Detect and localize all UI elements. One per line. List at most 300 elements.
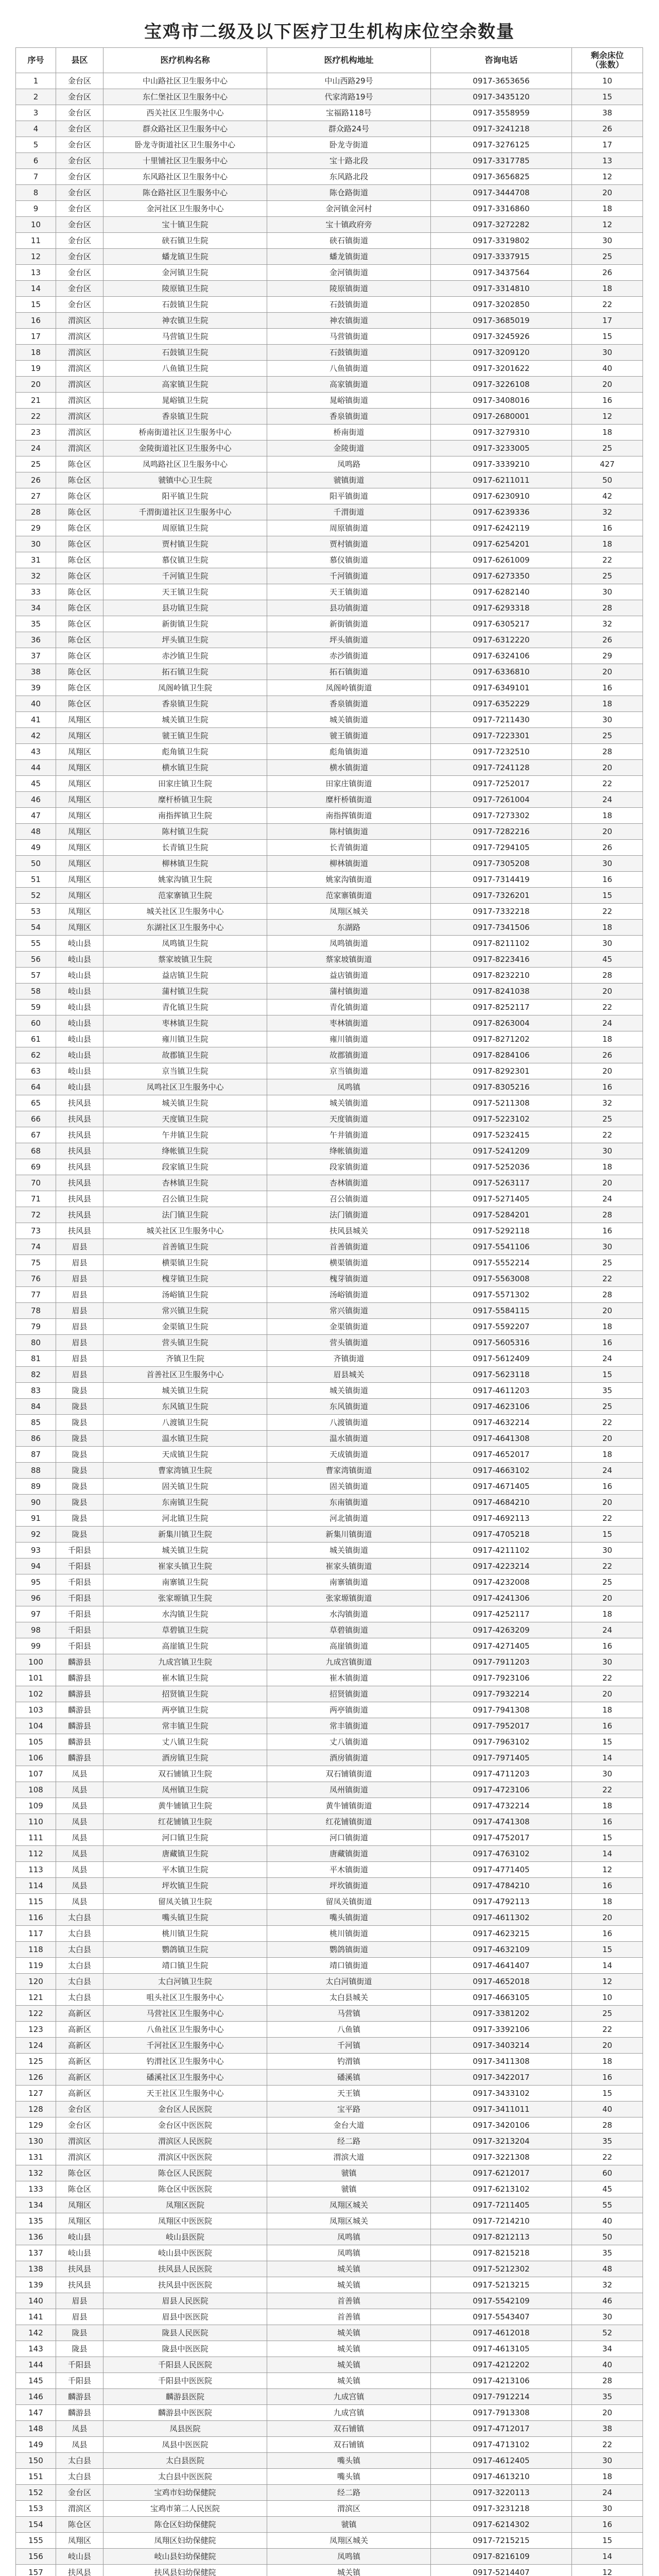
cell-district: 凤翔区 — [56, 856, 103, 872]
cell-district: 凤县 — [56, 1766, 103, 1782]
cell-phone: 0917-4611302 — [431, 1910, 572, 1926]
cell-index: 28 — [16, 504, 56, 520]
cell-phone: 0917-3272282 — [431, 217, 572, 233]
cell-index: 53 — [16, 904, 56, 920]
table-row — [16, 744, 643, 760]
table-row — [16, 904, 643, 920]
table-row — [16, 1399, 643, 1415]
cell-remaining-beds: 30 — [572, 584, 643, 600]
cell-institution-address: 桃川镇街道 — [267, 1926, 431, 1942]
cell-institution-name: 千河镇卫生院 — [103, 568, 267, 584]
cell-phone: 0917-3420106 — [431, 2117, 572, 2133]
cell-remaining-beds: 20 — [572, 2405, 643, 2421]
cell-remaining-beds: 16 — [572, 1926, 643, 1942]
cell-institution-address: 召公镇街道 — [267, 1191, 431, 1207]
cell-institution-address: 嘴头镇 — [267, 2453, 431, 2469]
table-row — [16, 233, 643, 249]
cell-institution-name: 红花铺镇卫生院 — [103, 1814, 267, 1830]
cell-district: 扶风县 — [56, 2277, 103, 2293]
cell-remaining-beds: 10 — [572, 73, 643, 89]
cell-institution-name: 凤翔区妇幼保健院 — [103, 2533, 267, 2549]
cell-index: 52 — [16, 888, 56, 904]
cell-district: 凤县 — [56, 1894, 103, 1910]
cell-institution-address: 凤鸣镇 — [267, 2229, 431, 2245]
cell-remaining-beds: 22 — [572, 1127, 643, 1143]
cell-district: 千阳县 — [56, 1638, 103, 1654]
cell-institution-name: 温水镇卫生院 — [103, 1431, 267, 1447]
table-row — [16, 1303, 643, 1319]
cell-remaining-beds: 12 — [572, 217, 643, 233]
cell-index: 51 — [16, 872, 56, 888]
cell-phone: 0917-5223102 — [431, 1111, 572, 1127]
cell-phone: 0917-4212202 — [431, 2357, 572, 2373]
cell-district: 岐山县 — [56, 1015, 103, 1031]
cell-index: 118 — [16, 1942, 56, 1958]
table-row — [16, 1287, 643, 1303]
cell-remaining-beds: 30 — [572, 712, 643, 728]
table-row — [16, 1463, 643, 1479]
table-row — [16, 185, 643, 201]
cell-district: 眉县 — [56, 2309, 103, 2325]
cell-index: 153 — [16, 2501, 56, 2517]
cell-index: 12 — [16, 249, 56, 265]
table-row — [16, 840, 643, 856]
table-row — [16, 121, 643, 137]
cell-district: 陈仓区 — [56, 616, 103, 632]
table-row — [16, 1367, 643, 1383]
cell-institution-name: 陈村镇卫生院 — [103, 824, 267, 840]
cell-district: 凤县 — [56, 2421, 103, 2437]
cell-institution-address: 城关镇街道 — [267, 1383, 431, 1399]
cell-institution-name: 麟游县医院 — [103, 2389, 267, 2405]
cell-remaining-beds: 28 — [572, 600, 643, 616]
cell-index: 36 — [16, 632, 56, 648]
table-row — [16, 680, 643, 696]
cell-institution-address: 虢镇 — [267, 2165, 431, 2181]
table-row — [16, 1702, 643, 1718]
cell-index: 137 — [16, 2245, 56, 2261]
cell-institution-name: 金河社区卫生服务中心 — [103, 201, 267, 217]
cell-index: 13 — [16, 265, 56, 281]
cell-remaining-beds: 38 — [572, 2421, 643, 2437]
table-row — [16, 999, 643, 1015]
cell-institution-name: 太白县中医医院 — [103, 2469, 267, 2485]
cell-phone: 0917-8211102 — [431, 936, 572, 952]
cell-remaining-beds: 25 — [572, 440, 643, 456]
table-row — [16, 968, 643, 984]
cell-district: 凤县 — [56, 1798, 103, 1814]
cell-phone: 0917-7232510 — [431, 744, 572, 760]
cell-district: 高新区 — [56, 2038, 103, 2054]
table-row — [16, 2517, 643, 2533]
cell-index: 112 — [16, 1846, 56, 1862]
cell-institution-address: 凤阁岭镇街道 — [267, 680, 431, 696]
cell-phone: 0917-7211405 — [431, 2197, 572, 2213]
cell-index: 120 — [16, 1974, 56, 1990]
cell-district: 渭滨区 — [56, 425, 103, 440]
cell-institution-address: 太白县城关 — [267, 1990, 431, 2006]
header-district: 县区 — [56, 48, 103, 73]
cell-institution-name: 曹家湾镇卫生院 — [103, 1463, 267, 1479]
table-row — [16, 2181, 643, 2197]
cell-phone: 0917-4752017 — [431, 1830, 572, 1846]
cell-remaining-beds: 15 — [572, 1367, 643, 1383]
cell-district: 陇县 — [56, 1511, 103, 1527]
cell-institution-address: 草碧镇街道 — [267, 1622, 431, 1638]
cell-phone: 0917-5263117 — [431, 1175, 572, 1191]
cell-remaining-beds: 427 — [572, 456, 643, 472]
cell-institution-name: 九成宫镇卫生院 — [103, 1654, 267, 1670]
cell-index: 87 — [16, 1447, 56, 1463]
cell-district: 凤县 — [56, 1862, 103, 1878]
cell-phone: 0917-5284201 — [431, 1207, 572, 1223]
cell-index: 74 — [16, 1239, 56, 1255]
cell-remaining-beds: 10 — [572, 1990, 643, 2006]
cell-institution-address: 千河镇街道 — [267, 568, 431, 584]
cell-district: 眉县 — [56, 1303, 103, 1319]
cell-district: 岐山县 — [56, 2549, 103, 2565]
cell-index: 17 — [16, 329, 56, 345]
cell-phone: 0917-4252117 — [431, 1606, 572, 1622]
cell-phone: 0917-4271405 — [431, 1638, 572, 1654]
table-row — [16, 1974, 643, 1990]
cell-remaining-beds: 18 — [572, 1798, 643, 1814]
cell-institution-name: 高家镇卫生院 — [103, 377, 267, 393]
cell-institution-name: 太白县医院 — [103, 2453, 267, 2469]
table-row — [16, 1942, 643, 1958]
cell-index: 123 — [16, 2022, 56, 2038]
cell-phone: 0917-4263209 — [431, 1622, 572, 1638]
cell-institution-address: 贾村镇街道 — [267, 536, 431, 552]
table-row — [16, 1670, 643, 1686]
cell-institution-name: 彪角镇卫生院 — [103, 744, 267, 760]
cell-remaining-beds: 32 — [572, 504, 643, 520]
cell-institution-address: 渭滨大道 — [267, 2149, 431, 2165]
cell-phone: 0917-8232210 — [431, 968, 572, 984]
table-row — [16, 1479, 643, 1495]
cell-district: 凤翔区 — [56, 808, 103, 824]
cell-institution-name: 赤沙镇卫生院 — [103, 648, 267, 664]
cell-index: 63 — [16, 1063, 56, 1079]
cell-institution-address: 崔家头镇街道 — [267, 1558, 431, 1574]
table-row — [16, 520, 643, 536]
cell-remaining-beds: 20 — [572, 1910, 643, 1926]
cell-phone: 0917-4705218 — [431, 1527, 572, 1543]
cell-institution-address: 凤鸣镇 — [267, 2245, 431, 2261]
cell-district: 眉县 — [56, 2293, 103, 2309]
cell-phone: 0917-6352229 — [431, 696, 572, 712]
table-row — [16, 169, 643, 185]
cell-institution-address: 代家湾路19号 — [267, 89, 431, 105]
cell-institution-address: 唐藏镇街道 — [267, 1846, 431, 1862]
cell-institution-name: 陵原镇卫生院 — [103, 281, 267, 297]
cell-institution-name: 拓石镇卫生院 — [103, 664, 267, 680]
cell-phone: 0917-7314419 — [431, 872, 572, 888]
cell-phone: 0917-4632214 — [431, 1415, 572, 1431]
cell-index: 10 — [16, 217, 56, 233]
table-row — [16, 265, 643, 281]
cell-index: 64 — [16, 1079, 56, 1095]
cell-remaining-beds: 45 — [572, 952, 643, 968]
cell-institution-name: 扶风县人民医院 — [103, 2261, 267, 2277]
cell-district: 岐山县 — [56, 984, 103, 999]
cell-index: 103 — [16, 1702, 56, 1718]
cell-institution-address: 汤峪镇街道 — [267, 1287, 431, 1303]
cell-index: 55 — [16, 936, 56, 952]
cell-index: 14 — [16, 281, 56, 297]
cell-institution-address: 平木镇街道 — [267, 1862, 431, 1878]
cell-remaining-beds: 12 — [572, 1974, 643, 1990]
table-row — [16, 1175, 643, 1191]
cell-phone: 0917-6211011 — [431, 472, 572, 488]
cell-index: 48 — [16, 824, 56, 840]
cell-remaining-beds: 24 — [572, 1191, 643, 1207]
cell-remaining-beds: 30 — [572, 1239, 643, 1255]
cell-institution-address: 千河镇 — [267, 2038, 431, 2054]
cell-institution-address: 城关镇街道 — [267, 712, 431, 728]
cell-index: 133 — [16, 2181, 56, 2197]
cell-institution-name: 县功镇卫生院 — [103, 600, 267, 616]
table-row — [16, 153, 643, 169]
cell-district: 陈仓区 — [56, 696, 103, 712]
table-row — [16, 137, 643, 153]
table-row — [16, 377, 643, 393]
cell-institution-address: 水沟镇街道 — [267, 1606, 431, 1622]
table-row — [16, 2133, 643, 2149]
cell-index: 131 — [16, 2149, 56, 2165]
cell-institution-address: 嘴头镇街道 — [267, 1910, 431, 1926]
cell-index: 126 — [16, 2070, 56, 2086]
cell-remaining-beds: 16 — [572, 680, 643, 696]
cell-index: 58 — [16, 984, 56, 999]
table-row — [16, 329, 643, 345]
cell-district: 陈仓区 — [56, 2181, 103, 2197]
cell-index: 152 — [16, 2485, 56, 2501]
cell-district: 陈仓区 — [56, 504, 103, 520]
cell-remaining-beds: 24 — [572, 1351, 643, 1367]
cell-district: 凤翔区 — [56, 920, 103, 936]
cell-institution-name: 陈仓区人民医院 — [103, 2165, 267, 2181]
cell-index: 32 — [16, 568, 56, 584]
cell-phone: 0917-6305217 — [431, 616, 572, 632]
cell-institution-address: 蒲村镇街道 — [267, 984, 431, 999]
table-row — [16, 249, 643, 265]
cell-index: 117 — [16, 1926, 56, 1942]
cell-index: 140 — [16, 2293, 56, 2309]
cell-institution-name: 凤县医院 — [103, 2421, 267, 2437]
cell-phone: 0917-7211430 — [431, 712, 572, 728]
cell-institution-name: 凤鸣路社区卫生服务中心 — [103, 456, 267, 472]
cell-institution-address: 常丰镇街道 — [267, 1718, 431, 1734]
cell-institution-name: 钓渭社区卫生服务中心 — [103, 2054, 267, 2070]
cell-index: 1 — [16, 73, 56, 89]
cell-district: 陈仓区 — [56, 632, 103, 648]
cell-institution-name: 扶风县妇幼保健院 — [103, 2565, 267, 2576]
cell-phone: 0917-7971405 — [431, 1750, 572, 1766]
cell-phone: 0917-8241038 — [431, 984, 572, 999]
cell-institution-name: 金台区中医医院 — [103, 2117, 267, 2133]
cell-institution-address: 八渡镇街道 — [267, 1415, 431, 1431]
cell-district: 金台区 — [56, 281, 103, 297]
cell-remaining-beds: 52 — [572, 2325, 643, 2341]
cell-index: 6 — [16, 153, 56, 169]
cell-remaining-beds: 26 — [572, 1047, 643, 1063]
cell-institution-name: 首善镇卫生院 — [103, 1239, 267, 1255]
cell-district: 岐山县 — [56, 952, 103, 968]
cell-institution-name: 雍川镇卫生院 — [103, 1031, 267, 1047]
cell-institution-name: 杏林镇卫生院 — [103, 1175, 267, 1191]
cell-institution-name: 新集川镇卫生院 — [103, 1527, 267, 1543]
cell-phone: 0917-3433102 — [431, 2086, 572, 2102]
table-row — [16, 2357, 643, 2373]
table-row — [16, 824, 643, 840]
cell-phone: 0917-4663105 — [431, 1990, 572, 2006]
table-row — [16, 1063, 643, 1079]
cell-index: 22 — [16, 409, 56, 425]
cell-district: 高新区 — [56, 2086, 103, 2102]
table-row — [16, 1047, 643, 1063]
cell-index: 145 — [16, 2373, 56, 2389]
cell-phone: 0917-3233005 — [431, 440, 572, 456]
cell-district: 麟游县 — [56, 1702, 103, 1718]
cell-institution-address: 香泉镇街道 — [267, 409, 431, 425]
cell-remaining-beds: 14 — [572, 2549, 643, 2565]
cell-institution-address: 磻溪镇 — [267, 2070, 431, 2086]
cell-phone: 0917-4613105 — [431, 2341, 572, 2357]
cell-institution-address: 城关镇街道 — [267, 1543, 431, 1558]
cell-district: 陇县 — [56, 2325, 103, 2341]
cell-institution-address: 青化镇街道 — [267, 999, 431, 1015]
cell-index: 111 — [16, 1830, 56, 1846]
cell-institution-name: 陈仓路社区卫生服务中心 — [103, 185, 267, 201]
cell-phone: 0917-4623215 — [431, 1926, 572, 1942]
cell-district: 麟游县 — [56, 1686, 103, 1702]
cell-institution-name: 千渭街道社区卫生服务中心 — [103, 504, 267, 520]
table-row — [16, 776, 643, 792]
cell-index: 138 — [16, 2261, 56, 2277]
cell-index: 81 — [16, 1351, 56, 1367]
cell-phone: 0917-8212113 — [431, 2229, 572, 2245]
cell-phone: 0917-3226108 — [431, 377, 572, 393]
cell-district: 岐山县 — [56, 1047, 103, 1063]
cell-institution-address: 段家镇街道 — [267, 1159, 431, 1175]
table-row — [16, 1111, 643, 1127]
cell-index: 150 — [16, 2453, 56, 2469]
cell-phone: 0917-4641308 — [431, 1431, 572, 1447]
cell-remaining-beds: 26 — [572, 840, 643, 856]
table-row — [16, 73, 643, 89]
cell-phone: 0917-6230910 — [431, 488, 572, 504]
table-row — [16, 984, 643, 999]
cell-phone: 0917-5542109 — [431, 2293, 572, 2309]
cell-phone: 0917-7341506 — [431, 920, 572, 936]
cell-district: 岐山县 — [56, 936, 103, 952]
cell-district: 金台区 — [56, 265, 103, 281]
cell-institution-name: 宝鸡市第二人民医院 — [103, 2501, 267, 2517]
cell-index: 19 — [16, 361, 56, 377]
cell-district: 扶风县 — [56, 1111, 103, 1127]
cell-phone: 0917-5212302 — [431, 2261, 572, 2277]
cell-index: 15 — [16, 297, 56, 313]
cell-institution-name: 黄牛铺镇卫生院 — [103, 1798, 267, 1814]
cell-index: 25 — [16, 456, 56, 472]
cell-institution-name: 贾村镇卫生院 — [103, 536, 267, 552]
cell-district: 眉县 — [56, 1351, 103, 1367]
cell-index: 42 — [16, 728, 56, 744]
cell-phone: 0917-8223416 — [431, 952, 572, 968]
cell-institution-name: 横水镇卫生院 — [103, 760, 267, 776]
table-row — [16, 2054, 643, 2070]
cell-phone: 0917-6242119 — [431, 520, 572, 536]
cell-institution-name: 周原镇卫生院 — [103, 520, 267, 536]
cell-institution-name: 陇县中医医院 — [103, 2341, 267, 2357]
cell-index: 9 — [16, 201, 56, 217]
cell-remaining-beds: 22 — [572, 552, 643, 568]
cell-institution-address: 经二路 — [267, 2133, 431, 2149]
cell-index: 106 — [16, 1750, 56, 1766]
header-institution-name: 医疗机构名称 — [103, 48, 267, 73]
table-row — [16, 2309, 643, 2325]
cell-phone: 0917-5563008 — [431, 1271, 572, 1287]
cell-district: 渭滨区 — [56, 329, 103, 345]
cell-institution-address: 招贤镇街道 — [267, 1686, 431, 1702]
cell-district: 凤翔区 — [56, 2533, 103, 2549]
cell-phone: 0917-5252036 — [431, 1159, 572, 1175]
table-row — [16, 2149, 643, 2165]
cell-remaining-beds: 20 — [572, 984, 643, 999]
cell-phone: 0917-4784210 — [431, 1878, 572, 1894]
cell-institution-name: 卧龙寺街道社区卫生服务中心 — [103, 137, 267, 153]
cell-index: 157 — [16, 2565, 56, 2576]
cell-remaining-beds: 50 — [572, 2229, 643, 2245]
cell-remaining-beds: 12 — [572, 409, 643, 425]
cell-remaining-beds: 14 — [572, 1750, 643, 1766]
table-row — [16, 1543, 643, 1558]
cell-district: 岐山县 — [56, 1079, 103, 1095]
cell-index: 67 — [16, 1127, 56, 1143]
cell-district: 凤翔区 — [56, 712, 103, 728]
cell-district: 岐山县 — [56, 2245, 103, 2261]
cell-index: 21 — [16, 393, 56, 409]
table-row — [16, 1590, 643, 1606]
cell-remaining-beds: 20 — [572, 1175, 643, 1191]
cell-institution-name: 晁峪镇卫生院 — [103, 393, 267, 409]
cell-district: 千阳县 — [56, 1574, 103, 1590]
cell-remaining-beds: 24 — [572, 1463, 643, 1479]
cell-institution-name: 城关镇卫生院 — [103, 1095, 267, 1111]
cell-phone: 0917-3403214 — [431, 2038, 572, 2054]
cell-institution-name: 眉县人民医院 — [103, 2293, 267, 2309]
cell-institution-name: 崔木镇卫生院 — [103, 1670, 267, 1686]
cell-index: 90 — [16, 1495, 56, 1511]
cell-phone: 0917-5241209 — [431, 1143, 572, 1159]
cell-district: 千阳县 — [56, 1590, 103, 1606]
cell-index: 116 — [16, 1910, 56, 1926]
cell-district: 渭滨区 — [56, 2133, 103, 2149]
cell-remaining-beds: 17 — [572, 313, 643, 329]
cell-index: 88 — [16, 1463, 56, 1479]
cell-institution-address: 南寨镇街道 — [267, 1574, 431, 1590]
cell-institution-address: 香泉镇街道 — [267, 696, 431, 712]
cell-institution-address: 城关镇 — [267, 2341, 431, 2357]
cell-remaining-beds: 16 — [572, 1479, 643, 1495]
cell-institution-name: 南指挥镇卫生院 — [103, 808, 267, 824]
cell-index: 142 — [16, 2325, 56, 2341]
table-row — [16, 2485, 643, 2501]
cell-index: 73 — [16, 1223, 56, 1239]
cell-institution-address: 千渭街道 — [267, 504, 431, 520]
cell-district: 渭滨区 — [56, 313, 103, 329]
